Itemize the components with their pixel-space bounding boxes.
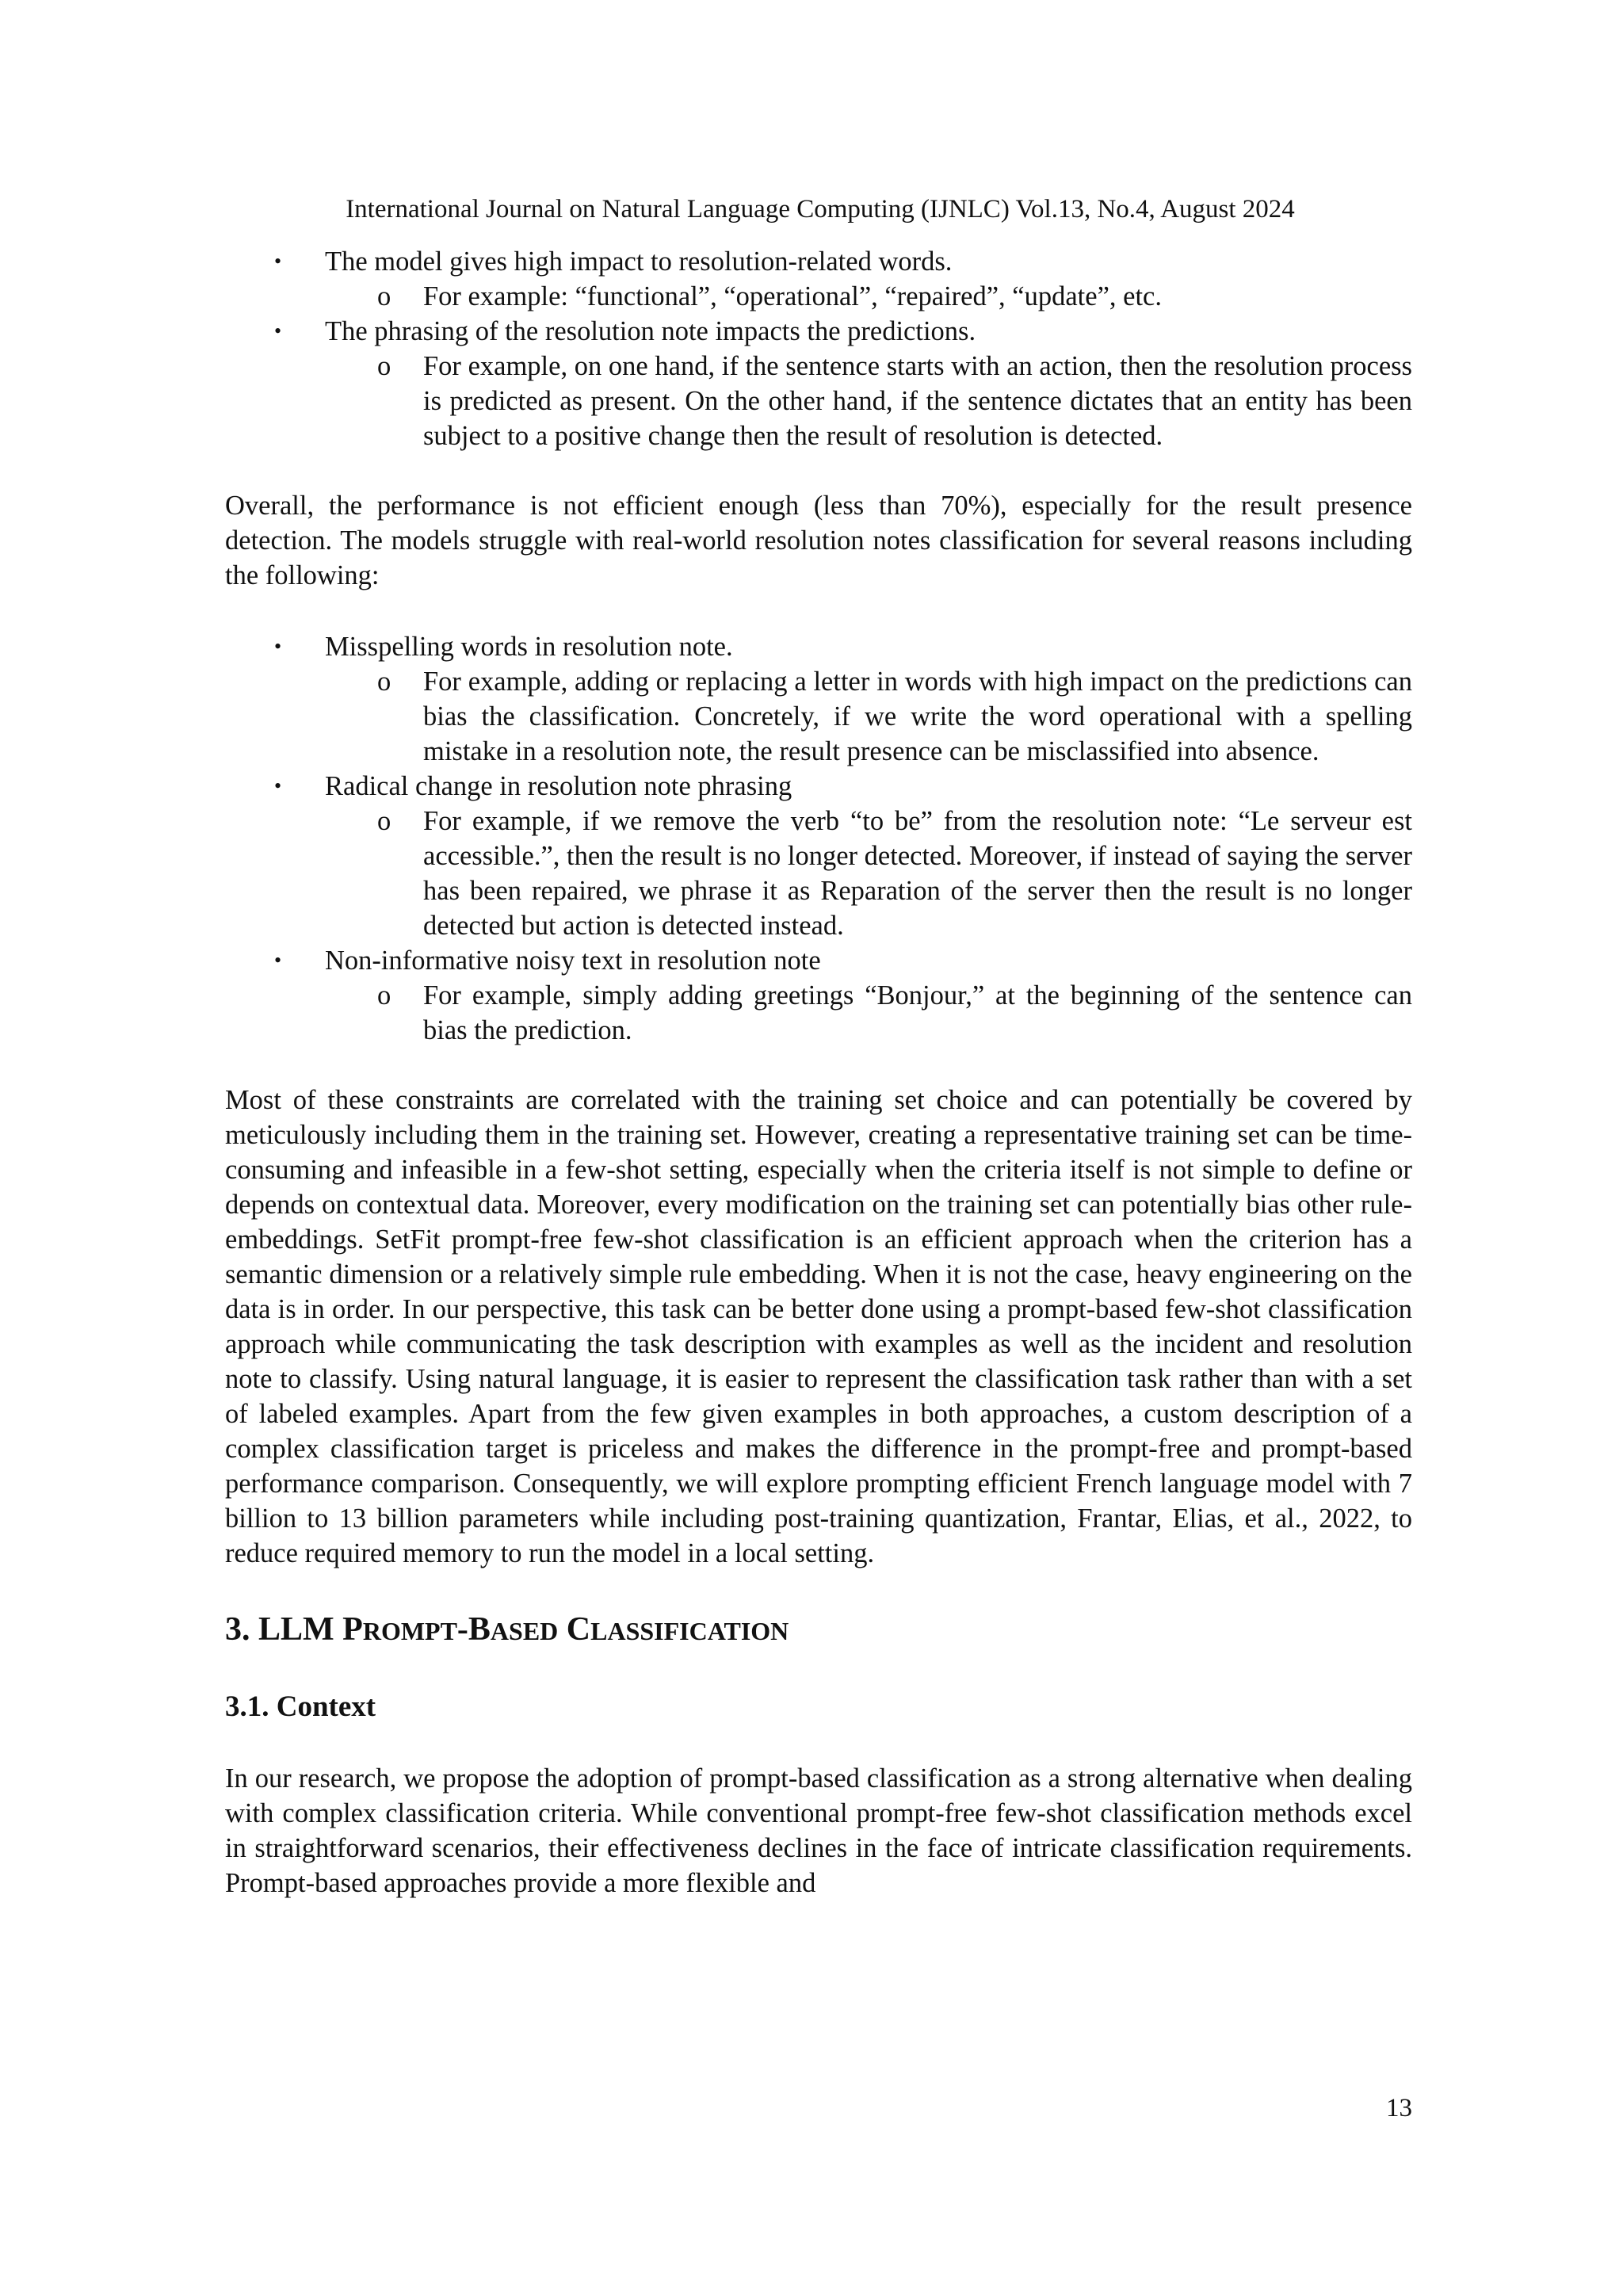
bullet-icon: • — [274, 774, 282, 797]
bullet-icon: • — [274, 319, 282, 342]
bullet-icon: • — [274, 949, 282, 972]
subsection-heading: 3.1. Context — [225, 1690, 376, 1723]
bullet-text: The model gives high impact to resolution-related words. — [325, 246, 953, 277]
sub-bullet-text: For example, if we remove the verb “to be” from the resolution note: “Le serveur est accessible.”, then the result is no longer detected. Moreover, if instead of saying the server has been repaired, we phrase it as Reparation of the server then the result is no longer detected but action is detected instead. — [423, 806, 1412, 941]
bullet-list-constraints — [225, 629, 1412, 1048]
bullet-list-top — [225, 244, 1412, 453]
sub-bullet-icon: o — [377, 806, 391, 836]
section-title-part: P — [342, 1611, 363, 1648]
sub-bullet-item — [225, 978, 1412, 1048]
section-heading — [225, 1607, 1412, 1653]
section-title-part: LASSIFICATION — [590, 1617, 789, 1645]
spacer — [225, 593, 1412, 629]
sub-bullet-item — [225, 804, 1412, 943]
bullet-text: Misspelling words in resolution note. — [325, 632, 733, 662]
page-number: 13 — [1386, 2094, 1412, 2122]
bullet-item — [225, 769, 1412, 943]
bullet-item — [225, 244, 1412, 314]
section-title-part: -B — [456, 1611, 491, 1648]
bullet-icon: • — [274, 635, 282, 658]
bullet-text: Non-informative noisy text in resolution note — [325, 946, 821, 976]
spacer — [225, 1571, 1412, 1607]
spacer — [225, 1048, 1412, 1083]
section-title-part: ROMPT — [362, 1617, 457, 1645]
paragraph-constraints: Most of these constraints are correlated with the training set choice and can potentially be covered by meticulously including them in the training set. However, creating a representative training set can be time-consuming and infeasible in a few-shot setting, especially when the criteria itself is not simple to define or depends on contextual data. Moreover, every modification on the training set can potentially bias other rule-embeddings. SetFit prompt-free few-shot classification is an efficient approach when the criterion has a semantic dimension or a relatively simple rule embedding. When it is not the case, heavy engineering on the data is in order. In our perspective, this task can be better done using a prompt-based few-shot classification approach while communicating the task description with examples as well as the incident and resolution note to classify. Using natural language, it is easier to represent the classification task rather than with a set of labeled examples. Apart from the few given examples in both approaches, a custom description of a complex classification target is priceless and makes the difference in the prompt-free and prompt-based performance comparison. Consequently, we will explore prompting efficient French language model with 7 billion to 13 billion parameters while including post-training quantization, Frantar, Elias, et al., 2022, to reduce required memory to run the model in a local setting. — [225, 1085, 1412, 1568]
sub-bullet-text: For example: “functional”, “operational”, “repaired”, “update”, etc. — [423, 281, 1162, 311]
bullet-item — [225, 943, 1412, 1048]
sub-bullet-text: For example, simply adding greetings “Bonjour,” at the beginning of the sentence can bias the prediction. — [423, 980, 1412, 1045]
paragraph-performance: Overall, the performance is not efficient enough (less than 70%), especially for the result presence detection. The models struggle with real-world resolution notes classification for several reasons including the following: — [225, 491, 1412, 590]
page-content — [225, 244, 1412, 1901]
bullet-item — [225, 629, 1412, 769]
sub-bullet-item — [225, 349, 1412, 453]
paragraph-context: In our research, we propose the adoption of prompt-based classification as a strong alternative when dealing with complex classification criteria. While conventional prompt-free few-shot classification methods excel in straightforward scenarios, their effectiveness declines in the face of intricate classification requirements. Prompt-based approaches provide a more flexible and — [225, 1763, 1412, 1898]
spacer — [225, 453, 1412, 488]
sub-bullet-icon: o — [377, 281, 391, 311]
sub-bullet-icon: o — [377, 667, 391, 697]
sub-bullet-icon: o — [377, 351, 391, 381]
bullet-icon: • — [274, 250, 282, 273]
section-title-part: C — [558, 1611, 591, 1648]
sub-bullet-text: For example, adding or replacing a letter in words with high impact on the predictions can bias the classification. Concretely, if we write the word operational with a spelling mistake in a resolution note, the result presence can be misclassified into absence. — [423, 667, 1412, 766]
bullet-text: Radical change in resolution note phrasing — [325, 771, 792, 801]
section-number: 3. LLM — [225, 1611, 343, 1648]
spacer — [225, 1653, 1412, 1688]
sub-bullet-icon: o — [377, 980, 391, 1010]
section-title-part: ASED — [490, 1617, 559, 1645]
sub-bullet-text: For example, on one hand, if the sentence starts with an action, then the resolution process is predicted as present. On the other hand, if the sentence dictates that an entity has been subject to a positive change then the result of resolution is detected. — [423, 351, 1412, 451]
bullet-text: The phrasing of the resolution note impacts the predictions. — [325, 316, 976, 346]
running-header: International Journal on Natural Language Computing (IJNLC) Vol.13, No.4, August 2024 — [346, 195, 1295, 223]
sub-bullet-item — [225, 279, 1412, 314]
bullet-item — [225, 314, 1412, 453]
sub-bullet-item — [225, 664, 1412, 769]
spacer — [225, 1726, 1412, 1761]
